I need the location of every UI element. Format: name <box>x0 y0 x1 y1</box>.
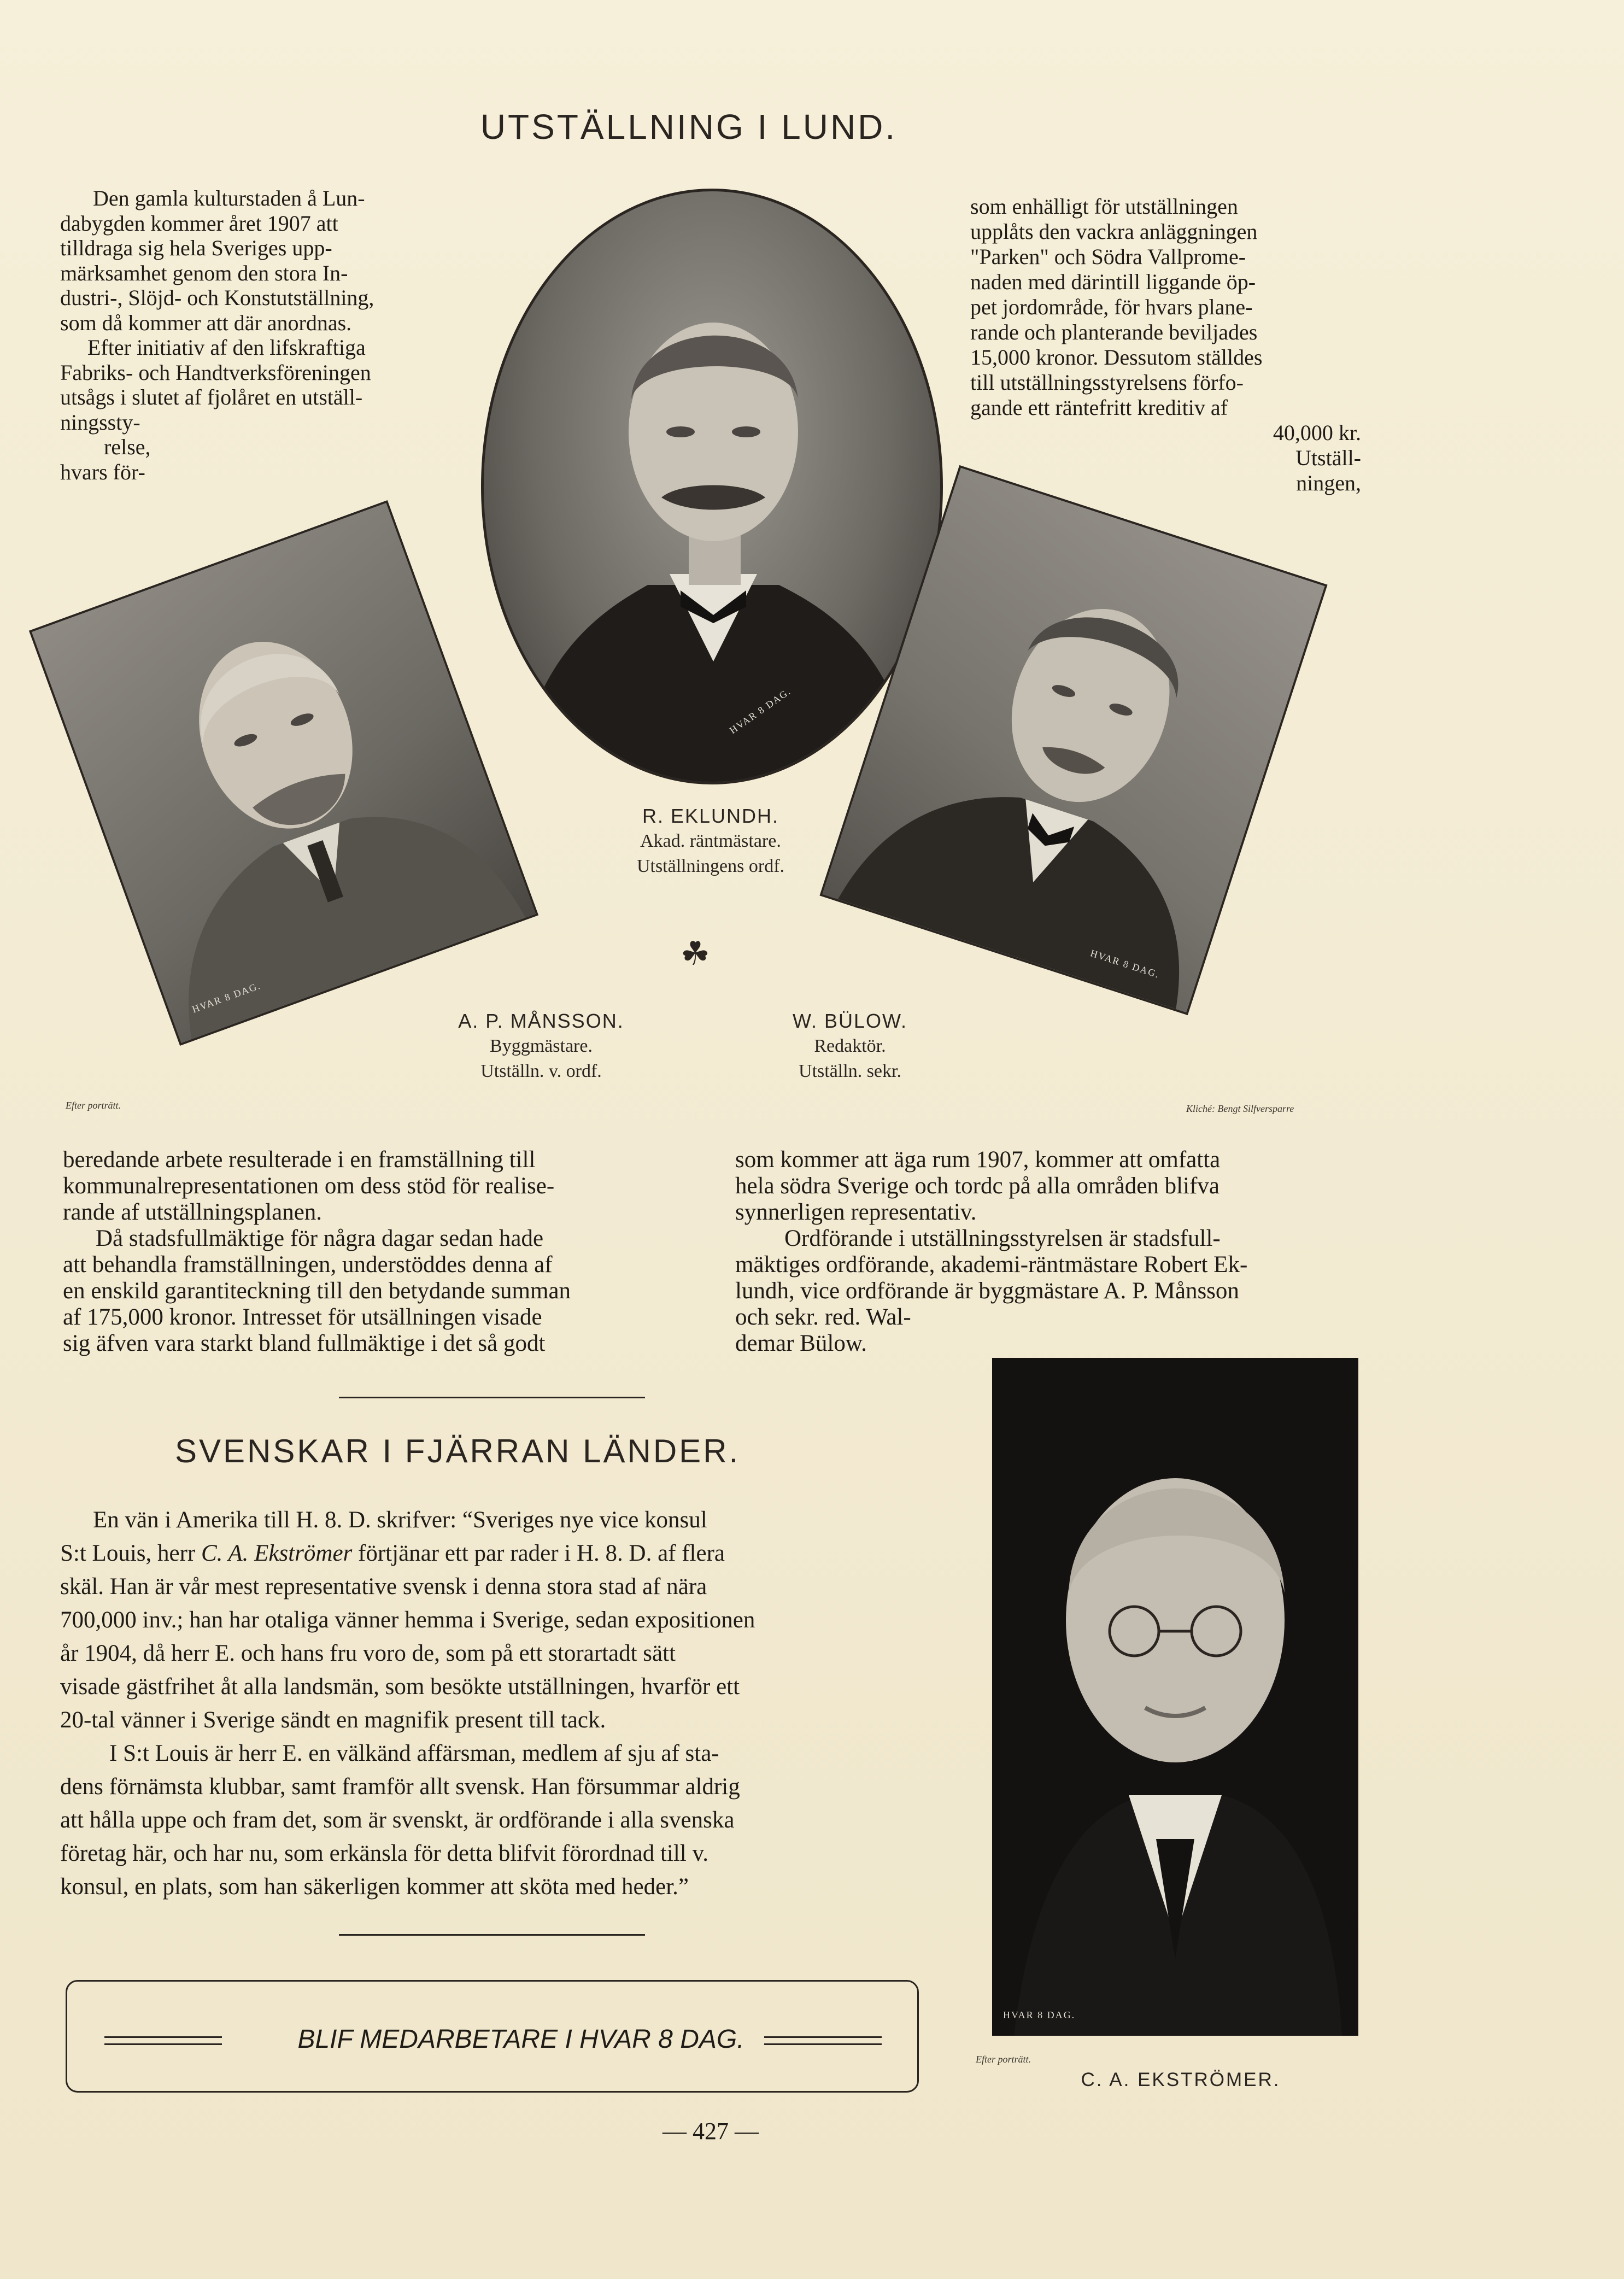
text-line: En vän i Amerika till H. 8. D. skrifver: “Sveriges nye vice konsul <box>93 1507 707 1533</box>
text-line: och sekr. red. Wal- <box>735 1304 911 1330</box>
text-line: till utställningsstyrelsens förfo- <box>970 370 1244 395</box>
text-line: 15,000 kronor. Dessutom ställdes <box>970 345 1263 370</box>
text-line: som kommer att äga rum 1907, kommer att omfatta <box>735 1147 1221 1173</box>
caption-eklundh <box>568 804 853 879</box>
text-line: Den gamla kulturstaden å Lun- <box>93 186 365 210</box>
text-line: sig äfven vara starkt bland fullmäktige i det så godt <box>63 1331 546 1356</box>
text-line: märksamhet genom den stora In- <box>60 260 348 285</box>
text-line: en enskild garantiteckning till den betydande summan <box>63 1278 571 1304</box>
text-line: 20-tal vänner i Sverige sändt en magnifik present till tack. <box>60 1707 606 1733</box>
text-line: pet jordområde, för hvars plane- <box>970 295 1253 319</box>
text-line: utsågs i slutet af fjolåret en utställ- <box>60 385 363 409</box>
text-line: Då stadsfullmäktige för några dagar sedan hade <box>96 1226 544 1251</box>
portrait-ekstromer-stamp: HVAR 8 DAG. <box>1003 2009 1076 2020</box>
emphasized-name: C. A. Ekströmer <box>201 1540 353 1566</box>
article1-right-body <box>735 1147 1358 1357</box>
text-line: 700,000 inv.; han har otaliga vänner hemma i Sverige, sedan expositionen <box>60 1607 755 1633</box>
text-line: beredande arbete resulterade i en framställning till <box>63 1147 536 1173</box>
text-line: tilldraga sig hela Sveriges upp- <box>60 236 332 260</box>
banner-rule-left <box>104 2036 222 2045</box>
caption-mansson-role2: Utställn. v. ordf. <box>480 1061 602 1081</box>
text-line: som enhälligt för utställningen <box>970 194 1238 219</box>
text-line: af 175,000 kronor. Intresset för utsällningen visade <box>63 1304 542 1330</box>
article2-body <box>60 1503 918 1903</box>
text-line: naden med därintill liggande öp- <box>970 270 1256 294</box>
banner-text: BLIF MEDARBETARE I HVAR 8 DAG. <box>297 2025 744 2054</box>
text-line: att behandla framställningen, understöddes denna af <box>63 1252 553 1278</box>
text-line: "Parken" och Södra Vallprome- <box>970 244 1246 269</box>
text-line: Utställ- <box>1295 446 1361 470</box>
text-line: lundh, vice ordförande är byggmästare A. P. Månsson <box>735 1278 1239 1304</box>
portrait-eklundh-stamp: HVAR 8 DAG. <box>727 685 793 736</box>
text-line: Ordförande i utställningsstyrelsen är stadsfull- <box>784 1226 1221 1251</box>
portrait-ekstromer-figure <box>992 1358 1358 2036</box>
ornament-clover: ☘ <box>681 935 710 973</box>
caption-eklundh-name: R. EKLUNDH. <box>642 805 779 827</box>
text-line: dabygden kommer året 1907 att <box>60 210 338 236</box>
credit-ekstromer: Efter porträtt. <box>976 2054 1031 2065</box>
caption-ekstromer: C. A. EKSTRÖMER. <box>1081 2069 1281 2090</box>
text-line: Fabriks- och Handtverksföreningen <box>60 360 371 385</box>
text-line: hela södra Sverige och tordc på alla områden blifva <box>735 1173 1220 1199</box>
text-line: Efter initiativ af den lifskraftiga <box>87 335 366 360</box>
caption-bulow-role2: Utställn. sekr. <box>799 1061 901 1081</box>
portrait-ekstromer <box>992 1358 1358 2036</box>
section-divider-bottom <box>339 1934 645 1936</box>
credit-left: Efter porträtt. <box>66 1100 121 1111</box>
caption-bulow <box>757 1009 943 1084</box>
text-line: mäktiges ordförande, akademi-räntmästare Robert Ek- <box>735 1252 1248 1278</box>
text-line: kommunalrepresentationen om dess stöd för realise- <box>63 1173 555 1199</box>
article1-left-body <box>63 1147 686 1357</box>
text-line: företag här, och har nu, som erkänsla för detta blifvit förordnad till v. <box>60 1841 708 1866</box>
text-line: dens förnämsta klubbar, samt framför allt svensk. Han försummar aldrig <box>60 1774 740 1800</box>
credit-right: Kliché: Bengt Silfversparre <box>1186 1103 1294 1114</box>
portrait-mansson <box>29 500 538 1046</box>
portrait-mansson-figure <box>32 503 536 1043</box>
banner-rule-right <box>764 2036 882 2045</box>
text-line: dustri-, Slöjd- och Konstutställning, <box>60 285 374 310</box>
page-number: — 427 — <box>663 2118 759 2145</box>
text-line: gande ett räntefritt kreditiv af <box>970 395 1228 420</box>
text-line: konsul, en plats, som han säkerligen kommer att sköta med heder.” <box>60 1874 689 1900</box>
caption-eklundh-role2: Utställningens ordf. <box>636 856 785 876</box>
text-line: rande af utställningsplanen. <box>63 1199 323 1225</box>
caption-bulow-name: W. BÜLOW. <box>792 1010 908 1032</box>
text-line: år 1904, då herr E. och hans fru voro de, som på ett storartadt sätt <box>60 1641 676 1666</box>
text-line: 40,000 kr. <box>1273 420 1361 445</box>
text-line: som då kommer att där anordnas. <box>60 310 352 335</box>
portrait-eklundh <box>481 189 943 784</box>
caption-mansson-role: Byggmästare. <box>490 1036 593 1056</box>
caption-mansson <box>437 1009 645 1084</box>
text-line: hvars för- <box>60 459 145 484</box>
caption-mansson-name: A. P. MÅNSSON. <box>458 1010 624 1032</box>
caption-eklundh-role: Akad. räntmästare. <box>640 831 781 851</box>
text-line: skäl. Han är vår mest representative svensk i denna stora stad af nära <box>60 1574 707 1600</box>
text-line: ningssty- <box>60 409 140 435</box>
text-line: demar Bülow. <box>735 1331 867 1356</box>
text-line: relse, <box>104 435 151 459</box>
section-divider-top <box>339 1397 645 1398</box>
article2-title: SVENSKAR I FJÄRRAN LÄNDER. <box>175 1433 741 1469</box>
caption-bulow-role: Redaktör. <box>814 1036 886 1056</box>
text-line: rande och planterande beviljades <box>970 320 1258 344</box>
text-line: att hålla uppe och fram det, som är svenskt, är ordförande i alla svenska <box>60 1807 735 1833</box>
article1-title: UTSTÄLLNING I LUND. <box>480 107 898 147</box>
subscription-banner <box>66 1980 919 2093</box>
portrait-eklundh-figure <box>484 191 940 782</box>
text-line: visade gästfrihet åt alla landsmän, som besökte utställningen, hvarför ett <box>60 1674 740 1700</box>
article1-left-intro <box>60 186 454 484</box>
text-line: ningen, <box>1296 471 1361 495</box>
article1-right-intro <box>970 194 1361 496</box>
text-line: I S:t Louis är herr E. en välkänd affärsman, medlem af sju af sta- <box>109 1741 719 1766</box>
text-line: S:t Louis, herr C. A. Ekströmer förtjänar ett par rader i H. 8. D. af flera <box>60 1540 725 1566</box>
text-line: synnerligen representativ. <box>735 1199 977 1225</box>
portrait-bulow-stamp: HVAR 8 DAG. <box>1089 947 1162 981</box>
portrait-mansson-stamp: HVAR 8 DAG. <box>190 980 262 1015</box>
text-line: upplåts den vackra anläggningen <box>970 219 1258 244</box>
